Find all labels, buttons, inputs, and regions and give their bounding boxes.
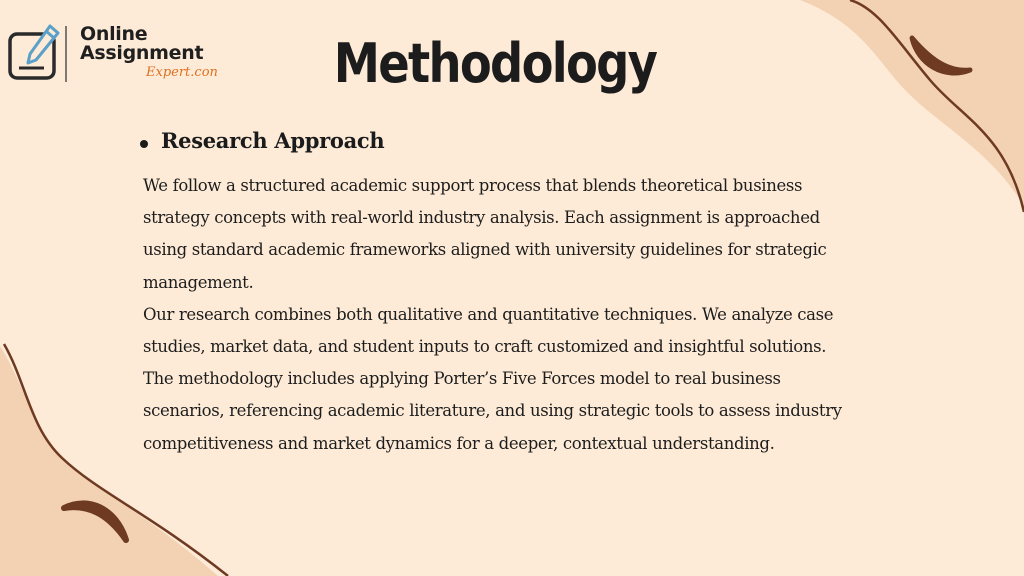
body-line: The methodology includes applying Porter’s Five Forces model to real business: [143, 369, 781, 389]
body-text: [143, 170, 963, 460]
body-line: Our research combines both qualitative and quantitative techniques. We analyze case: [143, 304, 834, 324]
bullet-dot: [140, 140, 148, 148]
body-line: management.: [143, 272, 254, 292]
body-line: studies, market data, and student inputs to craft customized and insightful solutions.: [143, 337, 827, 357]
body-line: strategy concepts with real-world industry analysis. Each assignment is approached: [143, 208, 820, 228]
body-line: We follow a structured academic support process that blends theoretical business: [143, 176, 803, 195]
body-line: scenarios, referencing academic literature, and using strategic tools to assess industry: [143, 401, 842, 421]
logo-text-online: Online: [80, 23, 148, 45]
pencil-notepad-icon: [6, 22, 74, 86]
body-line: competitiveness and market dynamics for a deeper, contextual understanding.: [143, 433, 775, 453]
section-heading: Research Approach: [161, 128, 385, 153]
slide-title: Methodology: [333, 32, 657, 95]
body-line: using standard academic frameworks aligned with university guidelines for strategic: [143, 240, 827, 260]
logo-text-expert: Expert.con: [146, 65, 218, 80]
logo-text-assignment: Assignment: [80, 42, 204, 64]
